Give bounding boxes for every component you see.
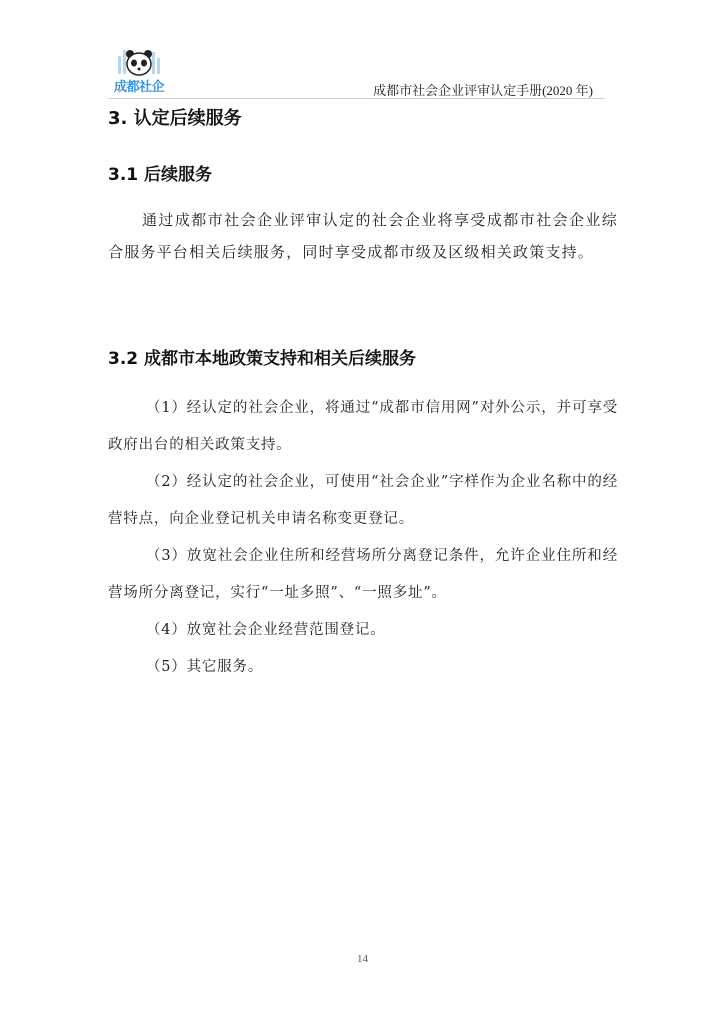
- header-divider: [108, 98, 605, 99]
- section-3-1-heading: 3.1 后续服务: [108, 165, 213, 185]
- list-item: （3）放宽社会企业住所和经营场所分离登记条件，允许企业住所和经营场所分离登记，实行“一址多照”、“一照多址”。: [108, 548, 618, 601]
- page-number: 14: [357, 953, 368, 965]
- list-item: （4）放宽社会企业经营范围登记。: [146, 622, 386, 638]
- logo: [108, 46, 170, 96]
- section-3-1-paragraph: 通过成都市社会企业评审认定的社会企业将享受成都市社会企业综合服务平台相关后续服务，同时享受成都市级及区级相关政策支持。: [108, 211, 618, 261]
- logo-text: 成都社企: [113, 80, 164, 95]
- list-item: （1）经认定的社会企业，将通过“成都市信用网”对外公示，并可享受政府出台的相关政策支持。: [108, 400, 618, 453]
- document-header-title: 成都市社会企业评审认定手册(2020 年): [373, 83, 593, 98]
- list-item: （2）经认定的社会企业，可使用“社会企业”字样作为企业名称中的经营特点，向企业登记机关申请名称变更登记。: [108, 474, 618, 527]
- list-item: （5）其它服务。: [146, 659, 264, 675]
- panda-logo-icon: [108, 46, 170, 80]
- section-3-2-heading: 3.2 成都市本地政策支持和相关后续服务: [108, 349, 417, 369]
- section-3-heading: 3. 认定后续服务: [108, 108, 242, 129]
